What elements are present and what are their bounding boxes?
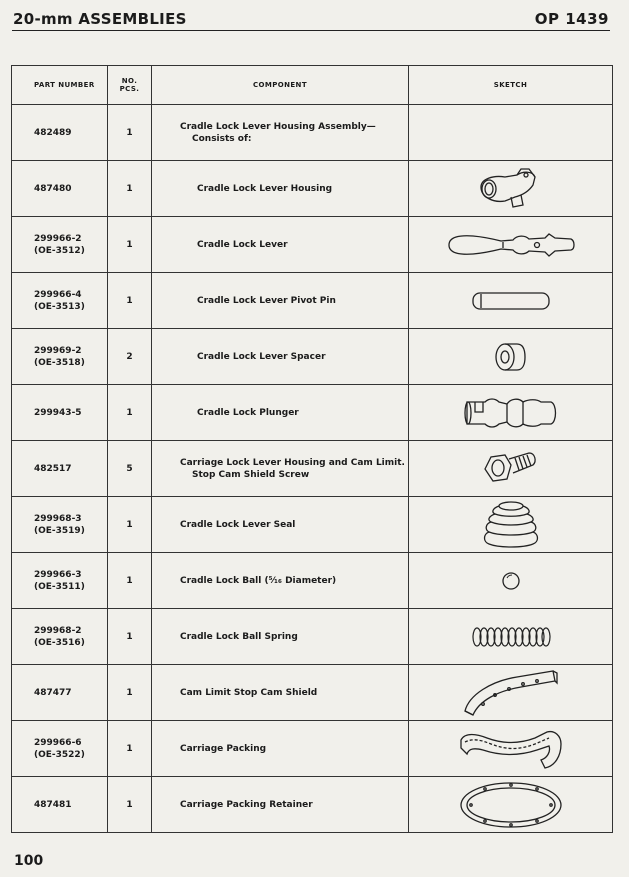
part-number-cell xyxy=(12,329,108,385)
component-name: Carriage Lock Lever Housing and Cam Limit. xyxy=(180,457,405,468)
sketch-cell xyxy=(409,329,613,385)
component-cell xyxy=(152,721,409,777)
table-row xyxy=(12,217,613,273)
sketch-cell xyxy=(409,721,613,777)
component-name: Carriage Packing Retainer xyxy=(180,799,313,810)
part-number-cell xyxy=(12,217,108,273)
part-number-cell xyxy=(12,721,108,777)
parts-table xyxy=(11,65,613,833)
part-number: 299968-3 xyxy=(34,513,82,524)
part-number: 487480 xyxy=(34,183,72,194)
component-cell xyxy=(152,273,409,329)
sketch-cell xyxy=(409,665,613,721)
ordnance-equipment-number: (OE-3522) xyxy=(34,749,85,760)
sketch-cell xyxy=(409,273,613,329)
sketch-cell xyxy=(409,105,613,161)
ordnance-equipment-number: (OE-3516) xyxy=(34,637,85,648)
component-cell xyxy=(152,217,409,273)
qty-cell: 1 xyxy=(108,217,152,273)
table-row xyxy=(12,777,613,833)
sketch-cell xyxy=(409,497,613,553)
sketch-cell xyxy=(409,553,613,609)
packing-sketch xyxy=(457,726,565,772)
part-number-cell xyxy=(12,161,108,217)
component-cell xyxy=(152,385,409,441)
seal-sketch xyxy=(481,500,541,550)
table-row xyxy=(12,665,613,721)
table-row xyxy=(12,385,613,441)
component-name: Cradle Lock Lever Spacer xyxy=(197,351,326,362)
part-number-cell xyxy=(12,497,108,553)
part-number: 299943-5 xyxy=(34,407,82,418)
component-name: Cradle Lock Ball Spring xyxy=(180,631,298,642)
part-number: 299966-4 xyxy=(34,289,82,300)
component-cell xyxy=(152,161,409,217)
ordnance-equipment-number: (OE-3513) xyxy=(34,301,85,312)
table-row xyxy=(12,609,613,665)
component-cell xyxy=(152,497,409,553)
part-number-cell xyxy=(12,385,108,441)
col-header-qty-line2: PCS. xyxy=(119,85,140,93)
page-number: 100 xyxy=(14,853,44,869)
component-cell xyxy=(152,665,409,721)
part-number: 299966-2 xyxy=(34,233,82,244)
part-number-cell xyxy=(12,273,108,329)
ordnance-pamphlet-number: OP 1439 xyxy=(534,10,609,28)
table-row xyxy=(12,553,613,609)
qty-cell: 1 xyxy=(108,105,152,161)
part-number: 482517 xyxy=(34,463,72,474)
part-number-cell xyxy=(12,105,108,161)
sketch-cell xyxy=(409,609,613,665)
ordnance-equipment-number: (OE-3519) xyxy=(34,525,85,536)
ordnance-equipment-number: (OE-3511) xyxy=(34,581,85,592)
table-row xyxy=(12,721,613,777)
sketch-cell xyxy=(409,161,613,217)
screw-sketch xyxy=(481,447,541,491)
part-number-cell xyxy=(12,553,108,609)
ordnance-equipment-number: (OE-3518) xyxy=(34,357,85,368)
ball-sketch xyxy=(499,569,523,593)
qty-cell: 1 xyxy=(108,721,152,777)
col-header-qty-line1: NO. xyxy=(121,77,138,85)
qty-cell: 1 xyxy=(108,609,152,665)
col-header-qty xyxy=(108,66,152,105)
component-name: Cradle Lock Ball (⁵⁄₁₆ Diameter) xyxy=(180,575,337,586)
qty-cell: 5 xyxy=(108,441,152,497)
sketch-cell xyxy=(409,777,613,833)
table-row xyxy=(12,273,613,329)
col-header-component: COMPONENT xyxy=(152,66,409,105)
plunger-sketch xyxy=(461,396,561,430)
cam-shield-sketch xyxy=(461,667,561,719)
component-cell xyxy=(152,609,409,665)
part-number: 299969-2 xyxy=(34,345,82,356)
table-header-row xyxy=(12,66,613,105)
qty-cell: 2 xyxy=(108,329,152,385)
header-rule xyxy=(12,30,610,31)
col-header-sketch: SKETCH xyxy=(409,66,613,105)
component-name: Cradle Lock Lever xyxy=(197,239,288,250)
part-number-cell xyxy=(12,609,108,665)
sketch-cell xyxy=(409,217,613,273)
qty-cell: 1 xyxy=(108,385,152,441)
qty-cell: 1 xyxy=(108,497,152,553)
qty-cell: 1 xyxy=(108,553,152,609)
component-name: Cradle Lock Plunger xyxy=(197,407,299,418)
component-name: Cradle Lock Lever Pivot Pin xyxy=(197,295,336,306)
section-title: 20-mm ASSEMBLIES xyxy=(13,10,187,28)
component-cell xyxy=(152,105,409,161)
component-cell xyxy=(152,553,409,609)
part-number: 299966-6 xyxy=(34,737,82,748)
table-row xyxy=(12,441,613,497)
spring-sketch xyxy=(469,624,553,650)
ordnance-equipment-number: (OE-3512) xyxy=(34,245,85,256)
qty-cell: 1 xyxy=(108,777,152,833)
lever-sketch xyxy=(445,230,577,260)
part-number: 299966-3 xyxy=(34,569,82,580)
table-row xyxy=(12,329,613,385)
part-number-cell xyxy=(12,441,108,497)
retainer-sketch xyxy=(457,779,565,831)
sketch-cell xyxy=(409,385,613,441)
lever-housing-sketch xyxy=(471,165,551,213)
component-cell xyxy=(152,777,409,833)
part-number: 487477 xyxy=(34,687,72,698)
pivot-pin-sketch xyxy=(469,289,553,313)
component-cell xyxy=(152,441,409,497)
part-number: 482489 xyxy=(34,127,72,138)
part-number-cell xyxy=(12,777,108,833)
qty-cell: 1 xyxy=(108,273,152,329)
part-number-cell xyxy=(12,665,108,721)
table-row xyxy=(12,105,613,161)
component-name: Carriage Packing xyxy=(180,743,267,754)
spacer-sketch xyxy=(491,340,531,374)
part-number: 487481 xyxy=(34,799,72,810)
qty-cell: 1 xyxy=(108,665,152,721)
component-name: Cradle Lock Lever Housing Assembly— xyxy=(180,121,376,132)
table-row xyxy=(12,161,613,217)
component-name-continued: Consists of: xyxy=(192,133,252,144)
table-row xyxy=(12,497,613,553)
part-number: 299968-2 xyxy=(34,625,82,636)
component-cell xyxy=(152,329,409,385)
col-header-part-number: PART NUMBER xyxy=(12,66,108,105)
component-name: Cradle Lock Lever Seal xyxy=(180,519,296,530)
component-name-continued: Stop Cam Shield Screw xyxy=(192,469,310,480)
sketch-cell xyxy=(409,441,613,497)
qty-cell: 1 xyxy=(108,161,152,217)
component-name: Cradle Lock Lever Housing xyxy=(197,183,333,194)
component-name: Cam Limit Stop Cam Shield xyxy=(180,687,318,698)
